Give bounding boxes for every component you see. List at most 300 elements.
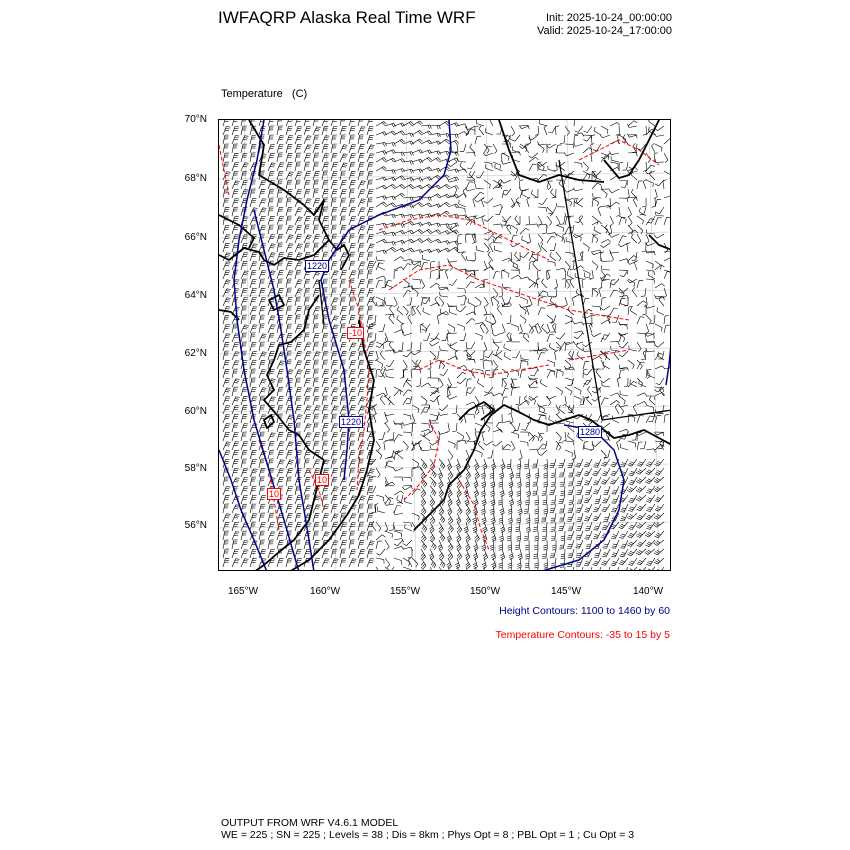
wind-barb (259, 324, 265, 333)
wind-barb (556, 225, 564, 232)
wind-barb (590, 270, 594, 280)
wind-barb (412, 178, 423, 182)
wind-barb (612, 495, 620, 503)
wind-barb (286, 261, 293, 270)
wind-barb (277, 558, 284, 567)
wind-barb (550, 252, 556, 261)
wind-barb (664, 415, 669, 423)
wind-barb (657, 307, 664, 315)
wind-barb (664, 196, 671, 199)
wind-barb (385, 203, 396, 207)
wind-barb (631, 189, 637, 198)
wind-barb (358, 369, 365, 378)
wind-barb (286, 351, 292, 360)
wind-barb (421, 396, 427, 405)
wind-barb (340, 297, 346, 306)
wind-barb (565, 378, 573, 384)
wind-barb (594, 549, 601, 558)
wind-barb (340, 190, 347, 199)
wind-barb (466, 388, 472, 396)
wind-barb (602, 549, 610, 557)
wind-barb (655, 199, 661, 207)
wind-barb (268, 523, 275, 532)
wind-barb (619, 321, 628, 325)
wind-barb (412, 405, 419, 413)
wind-barb (538, 144, 544, 153)
wind-barb (358, 540, 364, 549)
wind-barb (340, 180, 347, 189)
wind-barb (349, 315, 355, 324)
wind-barb (453, 405, 458, 414)
wind-barb (259, 306, 265, 315)
wind-barb (654, 549, 664, 555)
wind-barb (637, 280, 643, 288)
wind-barb (511, 225, 518, 233)
wind-barb (628, 279, 635, 287)
wind-barb (586, 567, 592, 571)
wind-barb (582, 315, 592, 319)
wind-barb (286, 504, 293, 513)
wind-barb (232, 136, 239, 144)
wind-barb (627, 243, 631, 253)
wind-barb (601, 266, 610, 270)
wind-barb (529, 164, 537, 171)
wind-barb (223, 189, 229, 198)
wind-barb (645, 567, 655, 571)
wind-barb (592, 306, 601, 311)
wind-barb (655, 531, 665, 538)
wind-barb (483, 459, 488, 470)
wind-barb (645, 477, 655, 484)
wind-barb (467, 342, 475, 349)
wind-barb (304, 333, 310, 342)
wind-barb (463, 188, 466, 198)
wind-barb (654, 522, 664, 527)
wind-barb (655, 459, 664, 466)
wind-barb (367, 171, 373, 180)
wind-barb (421, 167, 432, 171)
wind-barb (331, 261, 337, 270)
wind-barb (223, 415, 230, 423)
wind-barb (643, 162, 647, 171)
wind-barb (385, 123, 396, 127)
wind-barb (439, 134, 450, 138)
wind-barb (466, 312, 476, 315)
wind-barb (268, 532, 275, 540)
wind-barb (547, 261, 555, 266)
wind-barb (322, 136, 329, 144)
wind-barb (277, 144, 284, 153)
wind-barb (322, 486, 329, 495)
wind-barb (304, 145, 312, 153)
wind-barb (403, 279, 409, 288)
wind-barb (559, 468, 565, 477)
wind-barb (550, 549, 556, 558)
wind-barb (313, 225, 319, 234)
wind-barb (223, 127, 230, 135)
wind-barb (349, 243, 356, 252)
wind-barb (655, 180, 664, 186)
wind-barb (584, 444, 592, 450)
wind-barb (575, 126, 584, 132)
wind-barb (259, 342, 265, 351)
wind-barb (637, 301, 646, 306)
wind-barb (286, 495, 293, 504)
wind-barb (367, 126, 374, 135)
wind-barb (549, 459, 556, 468)
wind-barb (580, 396, 584, 405)
wind-barb (637, 234, 641, 244)
wind-barb (493, 441, 502, 446)
wind-barb (421, 504, 426, 514)
wind-barb (457, 306, 466, 312)
wind-barb (508, 522, 512, 532)
wind-barb (475, 270, 479, 279)
wind-barb (277, 126, 283, 135)
wind-barb (621, 540, 629, 548)
wind-barb (609, 151, 619, 155)
wind-barb (583, 135, 592, 141)
wind-barb (223, 262, 231, 270)
wind-barb (322, 163, 329, 171)
wind-barb (610, 252, 614, 262)
wind-barb (340, 315, 347, 324)
wind-barb (466, 153, 475, 157)
wind-barb (449, 279, 457, 286)
wind-barb (358, 181, 366, 189)
wind-barb (232, 450, 239, 459)
wind-barb (295, 505, 302, 514)
wind-barb (232, 414, 239, 423)
wind-barb (277, 163, 284, 171)
wind-barb (313, 369, 319, 378)
lat-tick-label: 62°N (184, 348, 207, 359)
wind-barb (476, 246, 484, 252)
wind-barb (322, 423, 329, 432)
wind-barb (565, 387, 572, 395)
wind-barb (629, 468, 637, 476)
wind-barb (313, 342, 319, 351)
wind-barb (525, 540, 529, 550)
wind-barb (457, 549, 462, 560)
wind-barb (511, 275, 521, 279)
wind-barb (340, 558, 346, 567)
wind-barb (385, 558, 390, 568)
wind-barb (459, 200, 466, 207)
wind-barb (601, 558, 610, 565)
wind-barb (565, 144, 574, 148)
wind-barb (223, 406, 230, 414)
wind-barb (367, 279, 373, 288)
wind-barb (232, 144, 238, 153)
wind-barb (559, 504, 565, 513)
wind-barb (484, 231, 494, 234)
temperature-contour-info: Temperature Contours: -35 to 15 by 5 (495, 629, 670, 641)
wind-barb (340, 505, 348, 513)
wind-barb (646, 230, 655, 234)
wind-barb (304, 162, 310, 171)
wind-barb (585, 486, 592, 495)
wind-barb (232, 379, 240, 387)
wind-barb (349, 180, 356, 189)
wind-barb (277, 451, 284, 460)
wind-barb (529, 157, 539, 162)
wind-barb (595, 495, 602, 504)
wind-barb (384, 387, 387, 397)
wind-barb (223, 369, 230, 378)
wind-barb (499, 531, 503, 542)
wind-barb (304, 406, 312, 414)
wind-barb (664, 316, 669, 325)
wind-barb (553, 288, 557, 297)
wind-barb (655, 366, 665, 369)
wind-barb (514, 423, 520, 431)
wind-barb (367, 486, 373, 495)
wind-barb (465, 214, 475, 218)
wind-barb (367, 189, 374, 198)
wind-barb (576, 477, 583, 486)
wind-barb (509, 468, 514, 479)
wind-barb (430, 486, 436, 496)
wind-barb (313, 433, 320, 442)
wind-barb (367, 162, 373, 171)
wind-barb (295, 540, 301, 549)
wind-barb (483, 441, 493, 445)
wind-barb (421, 324, 427, 333)
wind-barb (620, 444, 628, 450)
wind-barb (593, 486, 601, 494)
wind-barb (394, 267, 404, 270)
wind-barb (568, 423, 574, 432)
wind-barb (645, 549, 655, 555)
wind-barb (268, 433, 276, 441)
wind-barb (340, 225, 346, 234)
wind-barb (652, 198, 656, 207)
wind-barb (394, 491, 404, 495)
wind-barb (286, 324, 292, 333)
wind-barb (447, 333, 451, 343)
wind-barb (547, 371, 555, 378)
wind-barb (349, 352, 356, 361)
wind-barb (241, 387, 248, 396)
wind-barb (250, 450, 257, 459)
wind-barb (358, 190, 365, 198)
wind-barb (259, 271, 266, 279)
wind-barb (412, 279, 421, 284)
wind-barb (646, 324, 649, 334)
wind-barb (457, 504, 462, 514)
init-valid-times (520, 12, 672, 38)
wind-barb (295, 343, 302, 352)
temperature-contour (219, 145, 229, 195)
wind-barb (349, 252, 355, 261)
wind-barb (457, 365, 467, 369)
wind-barb (619, 396, 625, 405)
wind-barb (358, 199, 366, 207)
wind-barb (549, 486, 556, 495)
wind-barb (322, 441, 328, 450)
wind-barb (559, 540, 565, 549)
wind-barb (268, 504, 274, 513)
wind-barb (511, 202, 520, 207)
wind-barb (232, 505, 240, 513)
wind-barb (295, 190, 302, 198)
wind-barb (331, 234, 337, 243)
wind-barb (561, 549, 565, 559)
wind-barb (478, 441, 484, 450)
wind-barb (232, 280, 239, 288)
wind-barb (468, 298, 475, 306)
wind-barb (295, 136, 302, 145)
wind-barb (538, 216, 542, 226)
wind-barb (313, 423, 319, 432)
wind-barb (349, 135, 355, 144)
wind-barb (385, 177, 396, 181)
wind-barb (633, 404, 637, 414)
wind-barb (331, 216, 337, 225)
wind-barb (601, 225, 608, 233)
wind-barb (286, 144, 292, 153)
wind-barb (596, 369, 601, 378)
wind-barb (232, 127, 239, 136)
wind-barb (313, 360, 319, 369)
wind-barb (358, 127, 365, 135)
wind-barb (340, 487, 347, 495)
wind-barb (295, 388, 302, 396)
wind-barb (423, 333, 430, 341)
wind-barb (525, 549, 529, 559)
wind-barb (551, 189, 557, 198)
wind-barb (259, 360, 265, 369)
wind-barb (331, 559, 339, 567)
wind-barb (494, 246, 502, 252)
wind-barb (367, 306, 373, 315)
wind-barb (490, 468, 494, 478)
wind-barb (645, 242, 655, 245)
wind-barb (535, 468, 539, 478)
wind-barb (259, 279, 265, 288)
wind-barb (322, 360, 328, 369)
wind-barb (565, 252, 573, 257)
wind-barb (322, 550, 329, 559)
plot-title: IWFAQRP Alaska Real Time WRF (218, 8, 476, 27)
wind-barb (547, 216, 552, 226)
wind-barb (457, 440, 466, 444)
wind-barb (568, 504, 574, 513)
map-panel (218, 119, 671, 571)
wind-barb (643, 126, 647, 135)
wind-barb (619, 522, 629, 529)
wind-barb (402, 486, 412, 490)
wind-barb (646, 218, 654, 225)
wind-barb (295, 378, 301, 387)
wind-barb (223, 540, 229, 549)
wind-barb (470, 144, 475, 153)
wind-barb (322, 378, 329, 387)
wind-barb (232, 181, 240, 189)
wind-barb (403, 547, 413, 551)
wind-barb (331, 120, 338, 126)
wind-barb (358, 351, 364, 360)
wind-barb (277, 477, 284, 486)
wind-barb (313, 135, 319, 144)
wind-barb (551, 495, 556, 504)
wind-barb (616, 207, 620, 217)
wind-barb (223, 271, 230, 280)
wind-barb (519, 324, 522, 334)
wind-barb (349, 343, 357, 351)
wind-barb (448, 223, 459, 227)
lon-tick-label: 150°W (469, 586, 501, 597)
wind-barb (438, 468, 443, 479)
wind-barb (593, 144, 601, 151)
wind-barb (430, 558, 436, 568)
wind-barb (402, 422, 412, 425)
wind-barb (430, 261, 435, 270)
wind-barb (388, 396, 394, 405)
wind-barb (456, 495, 461, 506)
wind-barb (277, 243, 283, 252)
wind-barb (241, 306, 247, 315)
wind-barb (551, 513, 557, 522)
wind-barb (655, 284, 665, 288)
wind-barb (619, 365, 628, 369)
wind-barb (367, 270, 373, 279)
wind-barb (322, 414, 328, 423)
temperature-contour (379, 215, 549, 260)
wind-barb (556, 252, 561, 262)
wind-barb (385, 456, 395, 459)
wind-barb (583, 162, 589, 171)
wind-barb (277, 442, 284, 450)
wind-barb (331, 459, 337, 468)
wind-barb (313, 180, 319, 189)
wind-barb (223, 342, 229, 351)
wind-barb (600, 135, 610, 138)
wind-barb (403, 390, 412, 396)
wind-barb (457, 207, 465, 213)
wind-barb (655, 342, 664, 347)
wind-barb (520, 228, 529, 234)
wind-barb (295, 415, 303, 423)
wind-barb (232, 397, 240, 405)
wind-barb (304, 360, 311, 369)
wind-barb (584, 504, 592, 512)
wind-barb (277, 378, 283, 387)
wind-barb (304, 343, 311, 351)
graticule (219, 120, 671, 571)
wind-barb (572, 450, 576, 460)
wind-barb (474, 306, 478, 315)
wind-barb (304, 495, 310, 504)
wind-barb (646, 459, 655, 467)
wind-barb (401, 323, 405, 333)
wind-barb (259, 388, 267, 396)
wind-barb (241, 414, 247, 423)
wind-barb (232, 324, 238, 333)
wind-barb (313, 414, 319, 423)
wind-barb (313, 235, 320, 243)
wind-barb (524, 459, 529, 469)
wind-barb (447, 396, 457, 399)
wind-barb (250, 495, 257, 504)
wind-barb (574, 387, 581, 395)
wind-barb (601, 477, 610, 484)
wind-barb (475, 450, 482, 457)
wind-barb (466, 282, 475, 288)
wind-barb (277, 207, 283, 216)
wind-barb (430, 513, 435, 524)
